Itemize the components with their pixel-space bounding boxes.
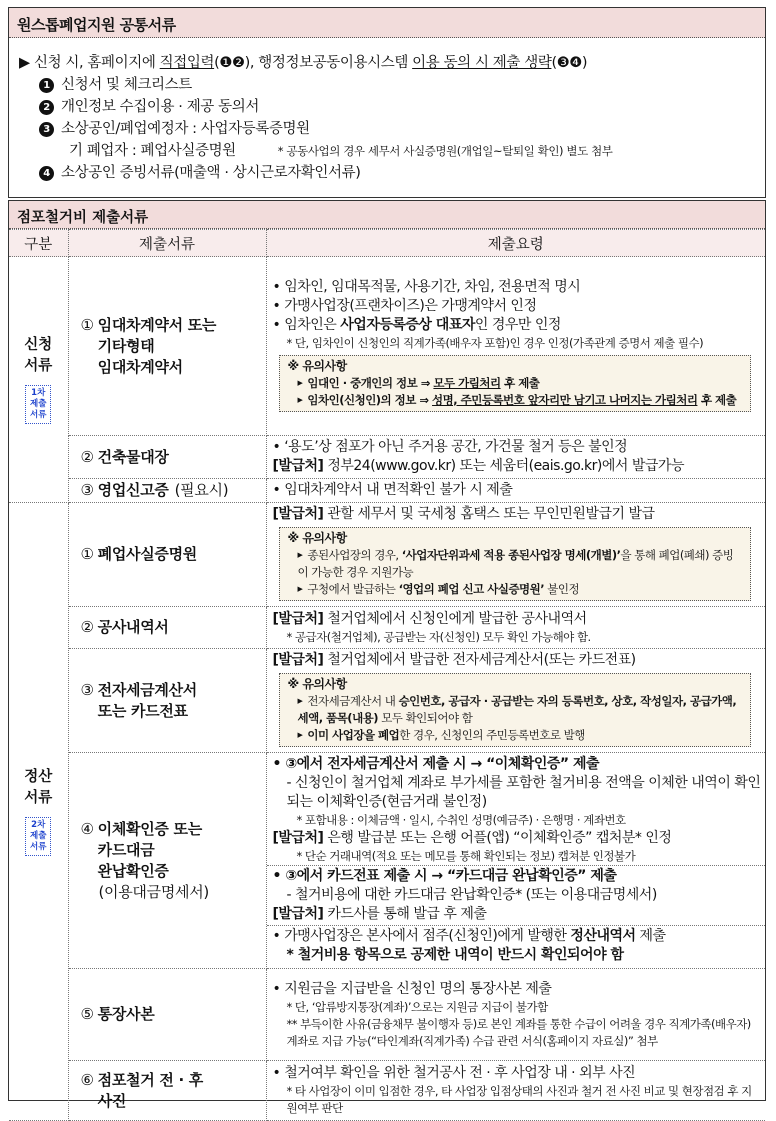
stage-tag: 2차 제출 서류 — [25, 817, 51, 856]
text-segment: 모두 가림처리 — [433, 375, 501, 390]
text-segment: 불인정 — [544, 582, 580, 596]
text-segment: 철거업체에서 발급한 전자세금계산서(또는 카드전표) — [323, 652, 636, 668]
text-segment: • 지원금을 지급받을 신청인 명의 통장사본 제출 — [272, 980, 552, 997]
guideline-line — [273, 457, 762, 476]
guideline-building-register — [266, 436, 765, 479]
doc-title — [81, 617, 266, 638]
notice-item — [288, 727, 743, 744]
text-segment: • 임차인, 임대목적물, 사용기간, 차임, 전용면적 명시 — [272, 278, 581, 295]
guideline-line — [273, 297, 762, 316]
guideline-business-report — [266, 479, 765, 503]
text-segment: ❶❷ — [219, 55, 245, 71]
header-guidelines: 제출요령 — [266, 230, 765, 257]
notice-box — [279, 673, 752, 747]
text-segment: 사업자등록증상 대표자 — [340, 316, 475, 333]
doc-name: 영업신고증 — [97, 481, 169, 499]
text-segment: 신청 시, 홈페이지에 — [33, 55, 160, 71]
triangle-bullet-icon: ▶ — [297, 585, 303, 593]
guideline-line — [273, 438, 762, 457]
group-label: 신청 서류 — [24, 337, 53, 374]
text-segment: 후 제출 — [500, 375, 540, 390]
doc-photos — [68, 1061, 266, 1121]
group-application — [9, 257, 68, 503]
guideline-line — [273, 848, 762, 865]
doc-name: 점포철거 전 · 후 사진 — [97, 1070, 203, 1110]
doc-name: 전자세금계산서 또는 카드전표 — [97, 680, 197, 720]
text-segment: 이미 사업장을 폐업 — [307, 728, 400, 742]
text-segment: - 신청인이 철거업체 계좌로 부가세를 포함한 철거비용 전액을 이체한 내역이 확인되는 이체확인증(현금거래 불인정) — [286, 775, 761, 810]
text-segment: 후 제출 — [697, 392, 737, 407]
text-segment: • ‘용도’상 점포가 아닌 주거용 공간, 가건물 철거 등은 불인정 — [272, 439, 628, 455]
circled-number: ⑤ — [80, 1005, 94, 1023]
triangle-bullet-icon: ▶ — [297, 551, 303, 559]
number-badge-icon: 3 — [39, 122, 54, 137]
notice-item — [288, 375, 743, 392]
guideline-line — [273, 610, 762, 629]
guideline-line — [273, 905, 762, 924]
item-text: 개인정보 수집이용 · 제공 동의서 — [61, 99, 259, 115]
notice-item — [288, 392, 743, 409]
doc-title — [81, 544, 266, 565]
header-documents: 제출서류 — [68, 230, 266, 257]
text-segment: ** 부득이한 사유(금융채무 불이행자 등)로 본인 계좌를 통한 수급이 어려울 경우 직계가족(배우자) 계좌로 지급 가능(“타인계좌(직계가족) 수급 관련 서식(홈페이지 자료실)” 첨부 — [286, 1016, 751, 1048]
guideline-line — [273, 774, 762, 812]
doc-name: 이체확인증 또는 카드대금 완납확인증 — [97, 819, 202, 880]
common-item-3 — [19, 118, 765, 140]
text-segment: ‘사업자단위과세 적용 종된사업장 명세(개별)’ — [401, 548, 621, 562]
guideline-line — [273, 1083, 762, 1117]
text-segment: 직접입력 — [159, 55, 215, 71]
intro-text — [34, 55, 587, 71]
doc-work-statement — [68, 607, 266, 649]
text-segment: 관할 세무서 및 국세청 홈택스 또는 무인민원발급기 발급 — [323, 506, 655, 522]
doc-tax-invoice — [68, 649, 266, 753]
guideline-closure-certificate — [266, 503, 765, 607]
number-badge-icon: 4 — [39, 166, 54, 181]
doc-lease-contract — [68, 257, 266, 436]
text-segment: * 단순 거래내역(적요 또는 메모를 통해 확인되는 정보) 캡쳐분 인정불가 — [296, 849, 636, 863]
text-segment: 승인번호, 공급자 · 공급받는 자의 등록번호, 상호, 작성일자, 공급가액, 세액, 품목(내용) — [297, 694, 737, 725]
item-text: 소상공인 증빙서류(매출액 · 상시근로자확인서류) — [61, 165, 361, 181]
text-segment: 구청에서 발급하는 — [307, 582, 399, 596]
guideline-line — [273, 316, 762, 335]
common-item-1 — [19, 74, 765, 96]
guideline-work-statement — [266, 607, 765, 649]
guideline-line — [273, 946, 762, 965]
triangle-bullet-icon: ▶ — [297, 697, 303, 705]
notice-box — [279, 527, 752, 601]
text-segment: 임차인(신청인)의 정보 ⇒ — [307, 392, 433, 407]
text-segment: 제출 — [635, 928, 666, 944]
guideline-tax-invoice — [266, 649, 765, 753]
text-segment: * 단, ‘압류방지통장(계좌)’으로는 지원금 지급이 불가함 — [286, 999, 548, 1014]
text-segment: ( — [214, 55, 220, 71]
triangle-bullet-icon: ▶ — [297, 731, 303, 739]
guideline-line — [273, 1016, 762, 1050]
text-segment: • 가맹사업장은 본사에서 점주(신청인)에게 발행한 — [272, 928, 571, 944]
text-segment: ‘영업의 폐업 신고 사실증명원’ — [398, 582, 545, 596]
doc-title — [81, 480, 266, 501]
text-segment: • 임차인은 — [272, 316, 341, 333]
doc-transfer-confirmation — [68, 753, 266, 969]
text-segment: * 포함내용 : 이체금액 · 일시, 수취인 성명(예금주) · 은행명 · 계좌번호 — [296, 813, 626, 827]
notice-heading: ※ 유의사항 — [287, 358, 347, 373]
guideline-line — [273, 629, 762, 646]
guideline-line — [273, 927, 762, 946]
text-segment: 은행 발급분 또는 은행 어플(앱) “이체확인증” 캡처분* 인정 — [323, 830, 672, 846]
text-segment: 철거업체에서 신청인에게 발급한 공사내역서 — [323, 610, 587, 627]
guideline-subsection — [267, 865, 766, 925]
text-segment: 성명, 주민등록번호 앞자리만 남기고 나머지는 가림처리 — [432, 392, 698, 407]
text-segment: 을 통해 폐업(폐쇄) 증빙이 가능한 경우 지원가능 — [297, 548, 734, 579]
doc-title — [81, 1070, 266, 1112]
notice-heading: ※ 유의사항 — [287, 677, 347, 691]
text-segment: 종된사업장의 경우, — [307, 548, 402, 562]
guideline-line — [273, 867, 762, 886]
guideline-photos — [266, 1061, 765, 1121]
text-segment: [발급처] — [272, 906, 324, 922]
text-segment: • 철거여부 확인을 위한 철거공사 전 · 후 사업장 내 · 외부 사진 — [272, 1065, 636, 1081]
text-segment: - 철거비용에 대한 카드대금 완납확인증* (또는 이용대금명세서) — [286, 887, 657, 903]
text-segment: • 임대차계약서 내 면적확인 불가 시 제출 — [272, 482, 513, 498]
circled-number: ① — [80, 545, 94, 563]
doc-note: (필요시) — [174, 481, 229, 499]
text-segment: (❸❹) — [551, 55, 588, 71]
text-segment: 모두 확인되어야 함 — [378, 711, 473, 725]
demolition-documents-section — [8, 200, 766, 1115]
guideline-line — [273, 886, 762, 905]
notice-item — [288, 693, 743, 727]
text-segment: [발급처] — [272, 506, 324, 522]
text-segment: 정부24(www.gov.kr) 또는 세움터(eais.go.kr)에서 발급가능 — [323, 458, 684, 474]
guideline-line — [273, 980, 762, 999]
text-segment: • ③에서 전자세금계산서 제출 시 → “이체확인증” 제출 — [272, 756, 600, 772]
common-documents-section — [8, 7, 766, 198]
text-segment: * 단, 임차인이 신청인의 직계가족(배우자 포함)인 경우 인정(가족관계 증명서 제출 필수) — [286, 335, 704, 350]
circled-number: ① — [80, 315, 94, 334]
common-item-2 — [19, 96, 765, 118]
text-segment: 이용 동의 시 제출 생략 — [412, 55, 552, 71]
group-settlement — [9, 503, 68, 1121]
triangle-bullet-icon: ▶ — [297, 395, 303, 404]
circled-number: ② — [80, 618, 94, 636]
guideline-line — [273, 505, 762, 524]
guideline-line — [273, 278, 762, 297]
doc-building-register — [68, 436, 266, 479]
item-text: 기 폐업자 : 폐업사실증명원 — [69, 143, 236, 159]
text-segment: 임대인 · 중개인의 정보 ⇒ — [307, 375, 434, 390]
stage-tag: 1차 제출 서류 — [25, 385, 51, 424]
text-segment: 카드사를 통해 발급 후 제출 — [323, 906, 487, 922]
text-segment: [발급처] — [272, 610, 324, 627]
text-segment: [발급처] — [272, 652, 324, 668]
footnote: * 공동사업의 경우 세무서 사실증명원(개업일~탈퇴일 확인) 별도 첨부 — [277, 144, 613, 158]
documents-table — [9, 229, 765, 1121]
text-segment: ), 행정정보공동이용시스템 — [244, 55, 413, 71]
guideline-line — [273, 812, 762, 829]
text-segment: 인 경우만 인정 — [474, 316, 561, 333]
item-text: 신청서 및 체크리스트 — [61, 77, 192, 93]
doc-bankbook-copy — [68, 969, 266, 1061]
circled-number: ④ — [80, 819, 94, 838]
notice-item — [288, 581, 743, 598]
circled-number: ⑥ — [80, 1070, 94, 1089]
doc-name: 통장사본 — [97, 1005, 155, 1023]
circled-number: ③ — [80, 481, 94, 499]
common-item-4 — [19, 162, 765, 184]
guideline-line — [273, 651, 762, 670]
circled-number: ② — [80, 447, 94, 466]
text-segment: * 타 사업장이 이미 입점한 경우, 타 사업장 입점상태의 사진과 철거 전 사진 비교 및 현장점검 후 지원여부 판단 — [286, 1084, 752, 1115]
doc-name: 건축물대장 — [97, 447, 169, 466]
text-segment: * 공급자(철거업체), 공급받는 자(신청인) 모두 확인 가능해야 함. — [286, 629, 591, 644]
text-segment: 전자세금계산서 내 — [307, 694, 399, 708]
text-segment: [발급처] — [272, 830, 324, 846]
notice-heading: ※ 유의사항 — [287, 531, 347, 545]
text-segment: • 가맹사업장(프랜차이즈)은 가맹계약서 인정 — [272, 297, 537, 314]
doc-closure-certificate — [68, 503, 266, 607]
header-category: 구분 — [9, 230, 68, 257]
group-label: 정산 서류 — [24, 769, 53, 806]
doc-name: 폐업사실증명원 — [97, 545, 197, 563]
notice-item — [288, 547, 743, 581]
guideline-line — [273, 335, 762, 352]
doc-name: 공사내역서 — [97, 618, 169, 636]
circled-number: ③ — [80, 680, 94, 699]
guideline-line — [273, 999, 762, 1016]
doc-business-report — [68, 479, 266, 503]
guideline-line — [273, 829, 762, 848]
doc-note: (이용대금명세서) — [98, 882, 209, 901]
doc-title — [81, 315, 266, 378]
triangle-bullet-icon: ▶ — [19, 55, 34, 71]
text-segment: * 철거비용 항목으로 공제한 내역이 반드시 확인되어야 함 — [286, 947, 624, 963]
number-badge-icon: 2 — [39, 100, 54, 115]
number-badge-icon: 1 — [39, 78, 54, 93]
doc-title — [81, 1004, 266, 1025]
guideline-subsection — [267, 925, 766, 966]
text-segment: 한 경우, 신청인의 주민등록번호로 발행 — [399, 728, 585, 742]
text-segment: • ③에서 카드전표 제출 시 → “카드대금 완납확인증” 제출 — [272, 868, 617, 884]
common-item-3-sub — [19, 140, 765, 162]
item-text: 소상공인/폐업예정자 : 사업자등록증명원 — [61, 121, 310, 137]
section-title: 점포철거비 제출서류 — [9, 201, 765, 229]
doc-title — [81, 447, 266, 468]
doc-name: 임대차계약서 또는 기타형태 임대차계약서 — [97, 315, 217, 376]
notice-box — [279, 355, 752, 412]
text-segment: [발급처] — [272, 458, 324, 474]
guideline-line — [273, 755, 762, 774]
guideline-line — [273, 481, 762, 500]
guideline-transfer-confirmation — [266, 753, 765, 969]
guideline-bankbook-copy — [266, 969, 765, 1061]
doc-title — [81, 680, 266, 722]
triangle-bullet-icon: ▶ — [297, 378, 303, 387]
intro-line — [19, 52, 765, 74]
guideline-line — [273, 1064, 762, 1083]
text-segment: 정산내역서 — [570, 928, 636, 944]
guideline-lease-contract — [266, 257, 765, 436]
section-title: 원스톱폐업지원 공통서류 — [9, 8, 765, 38]
doc-title — [81, 819, 266, 882]
